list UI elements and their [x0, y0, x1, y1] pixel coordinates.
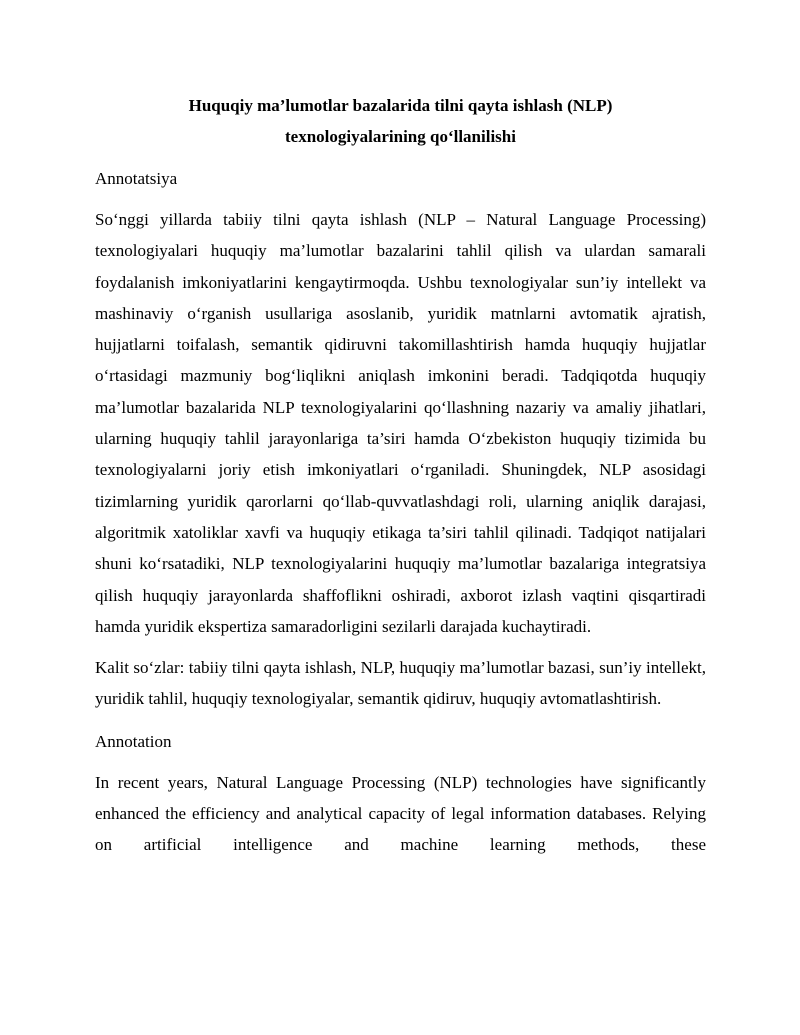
abstract-uz-text: So‘nggi yillarda tabiiy tilni qayta ishlash (NLP – Natural Language Processing) texnologiyalari huquqiy ma’lumotlar bazalarini tahlil qilish va ulardan samarali foydalanish imkoniyatlarini kengaytirmoqda. Ushbu texnologiyalar sun’iy intellekt va mashinaviy o‘rganish usullariga asoslanib, yuridik matnlarni avtomatik ajratish, hujjatlarni toifalash, semantik qidiruvni takomillashtirish hamda huquqiy hujjatlar o‘rtasidagi mazmuniy bog‘liqlikni aniqlash imkonini beradi. Tadqiqotda huquqiy ma’lumotlar bazalarida NLP texnologiyalarini qo‘llashning nazariy va amaliy jihatlari, ularning huquqiy tahlil jarayonlariga ta’siri hamda O‘zbekiston huquqiy tizimida bu texnologiyalarni joriy etish imkoniyatlari o‘rganiladi. Shuningdek, NLP asosidagi tizimlarning yuridik qarorlarni qo‘llab-quvvatlashdagi roli, ularning aniqlik darajasi, algoritmik xatoliklar xavfi va huquqiy etikaga ta’siri tahlil qilinadi. Tadqiqot natijalari shuni ko‘rsatadiki, NLP texnologiyalarini huquqiy ma’lumotlar bazalariga integratsiya qilish huquqiy jarayonlarda shaffoflikni oshiradi, axborot izlash vaqtini qisqartiradi hamda yuridik ekspertiza samaradorligini sezilarli darajada kuchaytiradi.	[95, 210, 706, 636]
paper-title-line-2: texnologiyalarining qo‘llanilishi	[285, 127, 516, 146]
abstract-uz-heading: Annotatsiya	[95, 169, 178, 188]
abstract-en-text: In recent years, Natural Language Processing (NLP) technologies have significantly enhanced the efficiency and analytical capacity of legal information databases. Relying on artificial intelligence and machine learning methods, these	[95, 772, 706, 855]
paper-title-line-1: Huquqiy ma’lumotlar bazalarida tilni qayta ishlash (NLP)	[188, 96, 613, 115]
document-page	[95, 90, 706, 861]
keywords-uz: Kalit so‘zlar: tabiiy tilni qayta ishlash, NLP, huquqiy ma’lumotlar bazasi, sun’iy intellekt, yuridik tahlil, huquqiy texnologiyalar, semantik qidiruv, huquqiy avtomatlashtirish.	[95, 658, 706, 709]
abstract-en-heading: Annotation	[95, 731, 172, 751]
paper-title	[95, 90, 706, 152]
